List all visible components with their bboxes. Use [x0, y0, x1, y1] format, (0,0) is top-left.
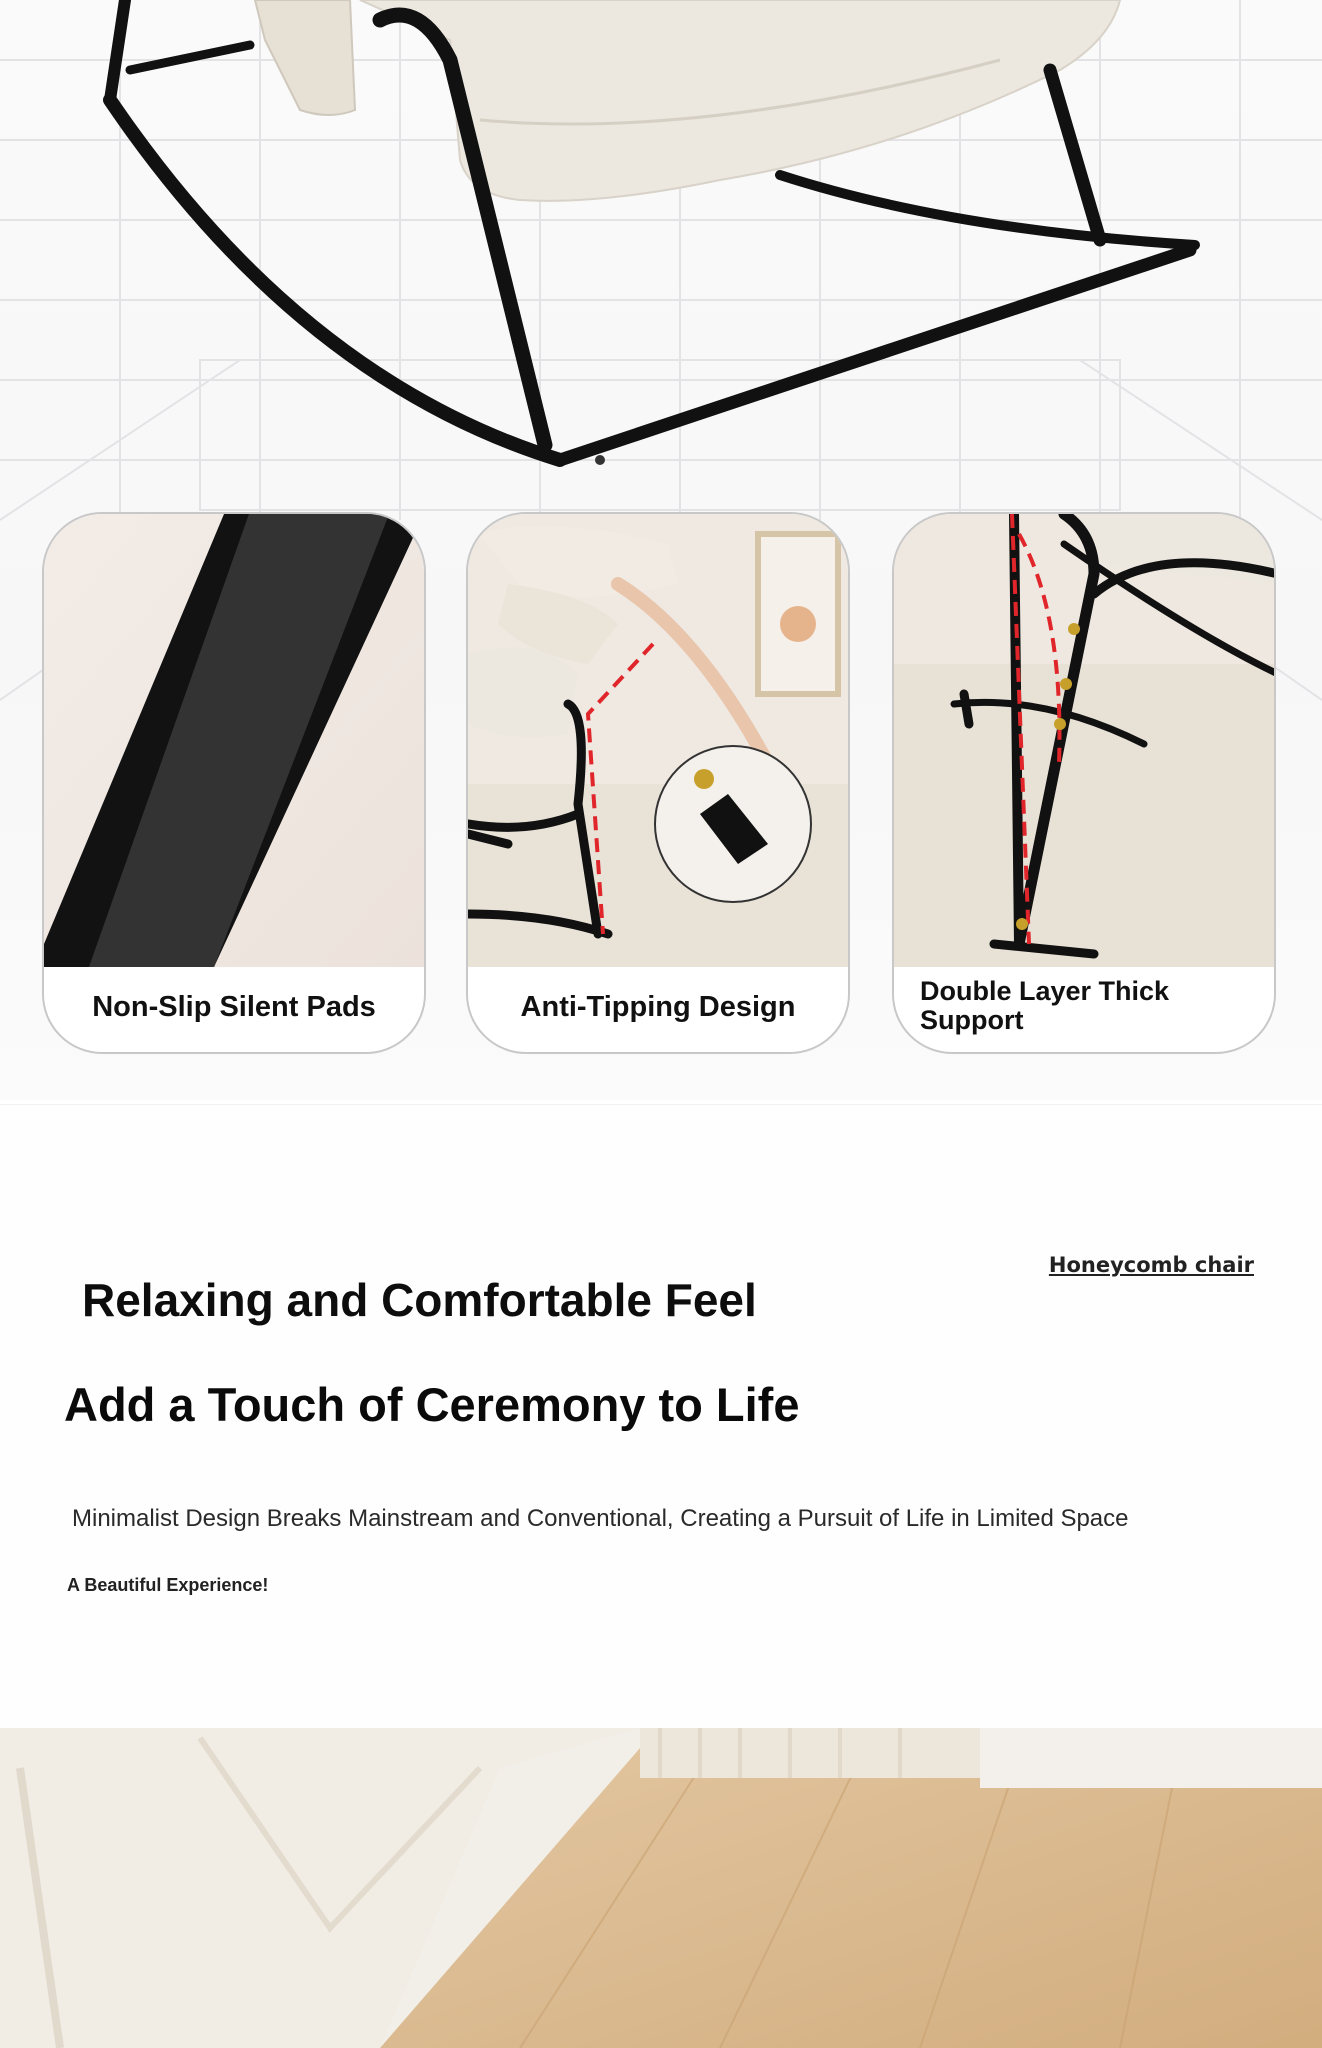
description-section [0, 1104, 1322, 1729]
feature-card-double-layer [892, 512, 1276, 1054]
room-photo [0, 1728, 1322, 2048]
headline-ceremony: Add a Touch of Ceremony to Life [64, 1378, 800, 1431]
room-illustration [0, 1728, 1322, 2048]
support-illustration [894, 514, 1276, 967]
honeycomb-chair-link[interactable]: Honeycomb chair [1048, 1253, 1254, 1277]
feature-card-non-slip [42, 512, 426, 1054]
side-pocket [255, 0, 355, 115]
pad-closeup-illustration [44, 514, 426, 967]
feature-card-anti-tipping [466, 512, 850, 1054]
feature-photo-tipping [468, 514, 850, 967]
feature-label: Non-Slip Silent Pads [92, 991, 376, 1023]
feature-label: Anti-Tipping Design [520, 991, 796, 1023]
anti-tipping-illustration [468, 514, 850, 967]
feature-photo-pads [44, 514, 426, 967]
headline-relaxing: Relaxing and Comfortable Feel [82, 1274, 757, 1326]
feature-label: Double Layer Thick Support [920, 975, 1170, 1035]
feature-photo-support [894, 514, 1276, 967]
description-text: Minimalist Design Breaks Mainstream and Conventional, Creating a Pursuit of Life in Limited Space [72, 1505, 1129, 1532]
experience-note: A Beautiful Experience! [67, 1575, 269, 1595]
